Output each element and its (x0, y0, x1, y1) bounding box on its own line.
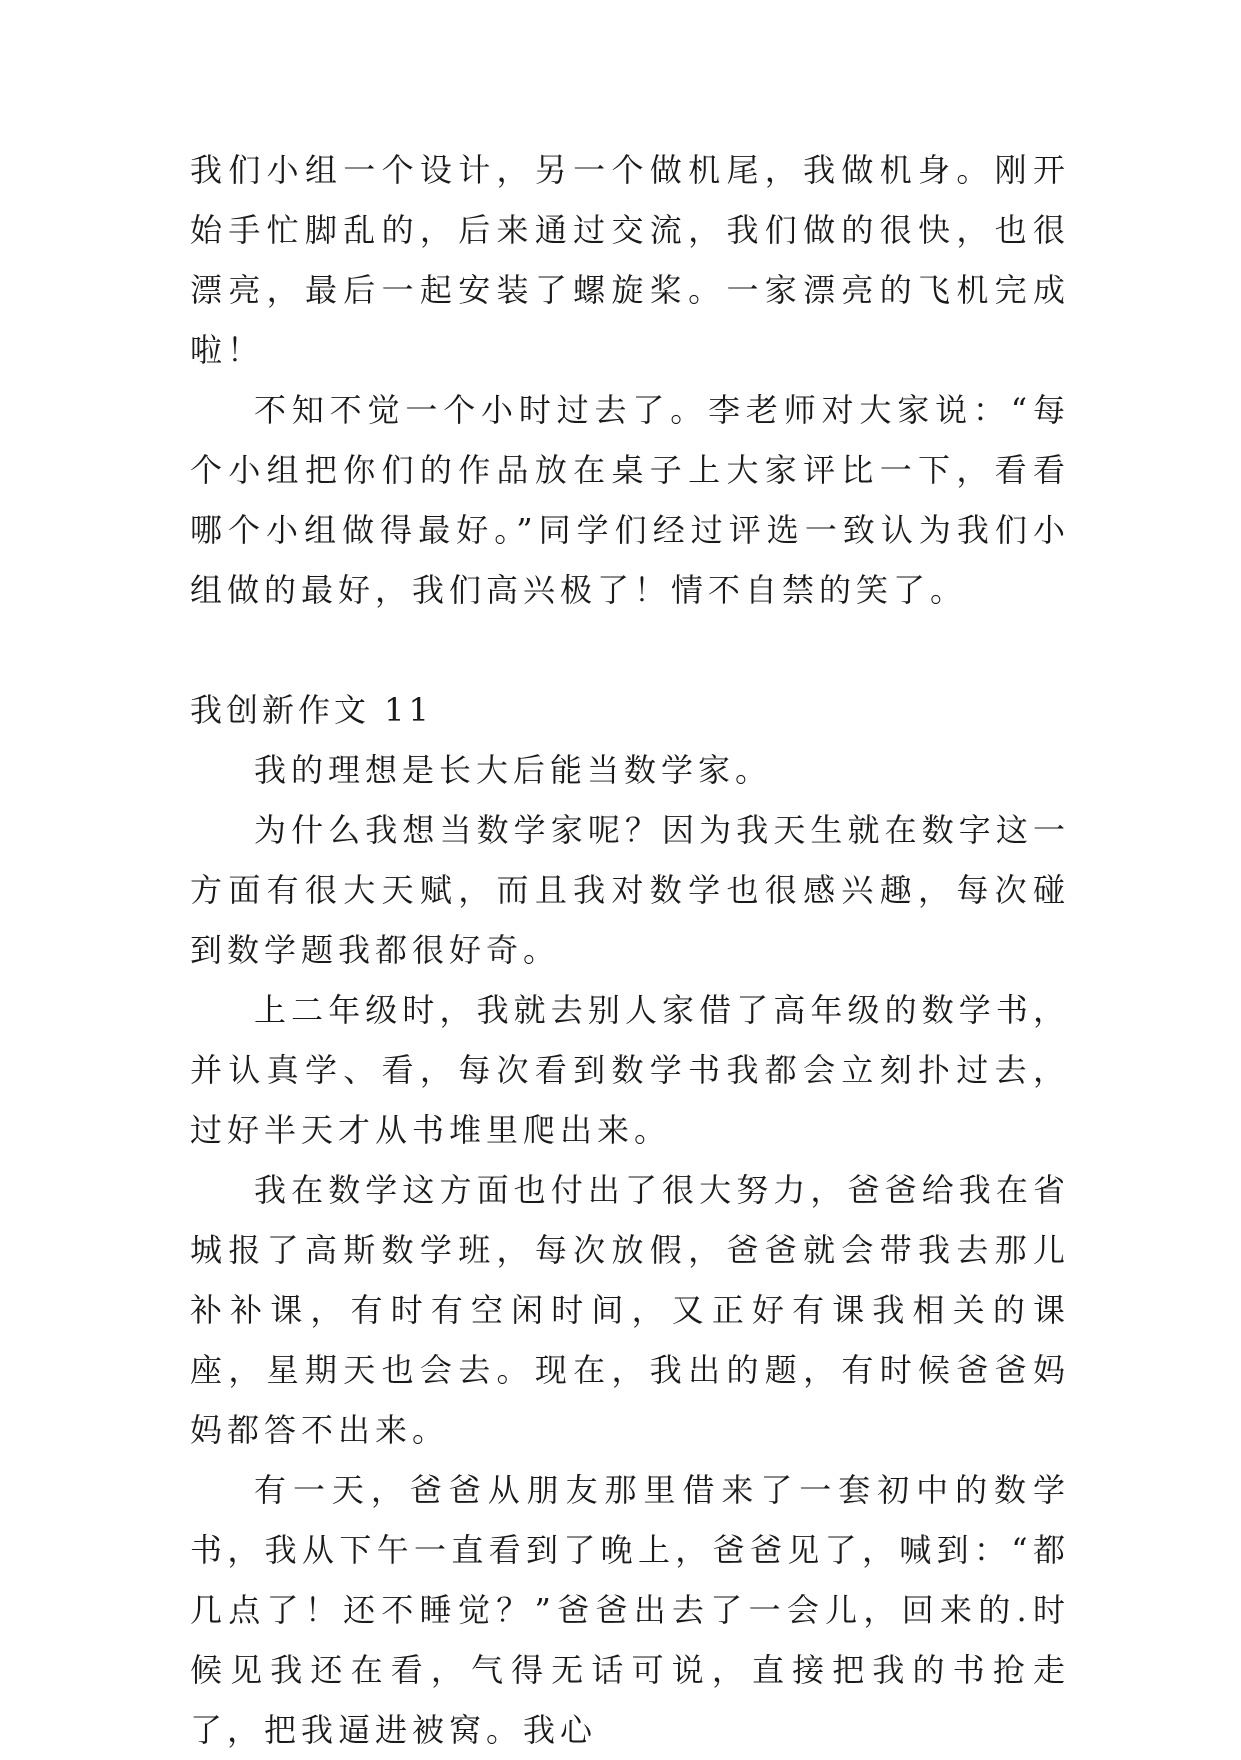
essay-text (190, 140, 1070, 1760)
paragraph: 我的理想是长大后能当数学家。 (254, 751, 773, 789)
paragraph-continued: 我们小组一个设计，另一个做机尾，我做机身。刚开始手忙脚乱的，后来通过交流，我们做的很快，也很漂亮，最后一起安装了螺旋桨。一家漂亮的飞机完成啦！ (190, 151, 1070, 369)
section-gap (190, 620, 1070, 680)
paragraph: 为什么我想当数学家呢？因为我天生就在数字这一方面有很大天赋，而且我对数学也很感兴趣，每次碰到数学题我都很好奇。 (190, 811, 1070, 969)
paragraph: 不知不觉一个小时过去了。李老师对大家说：“每个小组把你们的作品放在桌子上大家评比一下，看看哪个小组做得最好。”同学们经过评选一致认为我们小组做的最好，我们高兴极了！情不自禁的笑了。 (190, 391, 1070, 609)
paragraph: 我在数学这方面也付出了很大努力，爸爸给我在省城报了高斯数学班，每次放假，爸爸就会带我去那儿补补课，有时有空闲时间，又正好有课我相关的课座，星期天也会去。现在，我出的题，有时候爸爸妈妈都答不出来。 (190, 1171, 1070, 1449)
paragraph: 有一天，爸爸从朋友那里借来了一套初中的数学书，我从下午一直看到了晚上，爸爸见了，喊到：“都几点了！还不睡觉？”爸爸出去了一会儿，回来的.时候见我还在看，气得无话可说，直接把我的书抢走了，把我逼进被窝。我心 (190, 1471, 1070, 1749)
essay-title: 我创新作文 11 (190, 691, 433, 729)
paragraph: 上二年级时，我就去别人家借了高年级的数学书，并认真学、看，每次看到数学书我都会立刻扑过去，过好半天才从书堆里爬出来。 (190, 991, 1070, 1149)
